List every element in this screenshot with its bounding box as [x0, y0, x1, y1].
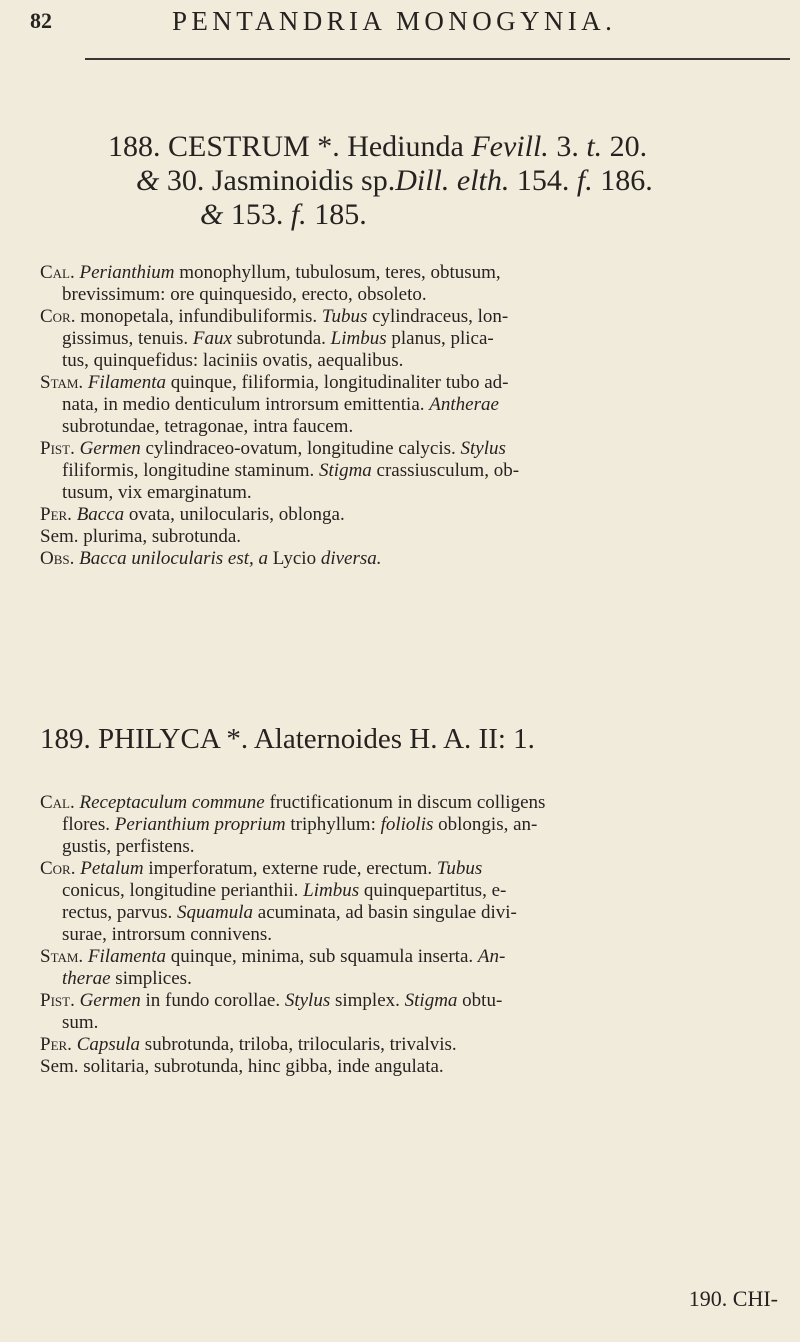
text: cylindraceus, lon-	[367, 306, 509, 327]
entry-188-ref3-fig: 185.	[314, 198, 367, 231]
term: Bacca unilocularis est, a	[79, 548, 269, 569]
e188-line-7	[40, 394, 519, 416]
e188-line-6	[40, 372, 519, 394]
term: Faux	[192, 328, 232, 349]
e188-line-8	[40, 416, 519, 438]
e188-line-2	[40, 284, 519, 306]
text: simplex.	[330, 990, 405, 1011]
term: Limbus	[330, 328, 387, 349]
label-cal: Cal.	[40, 792, 80, 813]
term: foliolis	[380, 814, 434, 835]
text: nata, in medio denticulum introrsum emittentia.	[62, 394, 430, 415]
term: Tubus	[321, 306, 368, 327]
catchword: 190. CHI-	[688, 1286, 778, 1311]
term: Filamenta	[87, 946, 167, 967]
text: surae, introrsum connivens.	[62, 924, 273, 945]
entry-188-number: 188.	[108, 130, 161, 163]
e189-line-13	[40, 1056, 545, 1078]
entry-189-heading	[40, 720, 535, 758]
text: Lycio	[268, 548, 321, 569]
header-rule	[85, 58, 790, 60]
e188-line-12	[40, 504, 519, 526]
entry-189-genus: PHILYCA	[98, 723, 220, 755]
e189-line-10	[40, 990, 545, 1012]
label-per: Per.	[40, 1034, 77, 1055]
e189-line-1	[40, 792, 545, 814]
text: flores.	[62, 814, 115, 835]
term: Tubus	[436, 858, 483, 879]
entry-188-ref3-page: 153.	[230, 198, 284, 231]
label-pist: Pist.	[40, 990, 80, 1011]
term: Bacca	[76, 504, 125, 525]
text: crassiusculum, ob-	[371, 460, 520, 481]
term: An-	[477, 946, 506, 967]
text: quinque, filiformia, longitudinaliter tubo ad-	[166, 372, 509, 393]
entry-188-ref-num: 20.	[609, 130, 648, 163]
text: obtu-	[457, 990, 503, 1011]
term: Germen	[79, 990, 141, 1011]
text: fructificationum in discum colligens	[264, 792, 546, 813]
text: subrotundae, tetragonae, intra faucem.	[62, 416, 354, 437]
entry-188-star: *.	[317, 130, 340, 163]
text: subrotunda.	[231, 328, 331, 349]
entry-188-ref-vol: 3.	[556, 130, 579, 163]
term: Perianthium	[79, 262, 175, 283]
text: simplices.	[110, 968, 192, 989]
term: Petalum	[80, 858, 144, 879]
text: triphyllum:	[285, 814, 381, 835]
e189-line-2	[40, 814, 545, 836]
term: Squamula	[177, 902, 254, 923]
entry-188-ref2-author: Dill. elth.	[395, 164, 510, 197]
term: Germen	[79, 438, 141, 459]
text: cylindraceo-ovatum, longitudine calycis.	[140, 438, 461, 459]
term: Filamenta	[87, 372, 167, 393]
term: Limbus	[303, 880, 360, 901]
label-per: Per.	[40, 504, 77, 525]
text: filiformis, longitudine staminum.	[62, 460, 320, 481]
entry-188-amp2: &	[200, 198, 224, 231]
entry-188-ref-t: t.	[586, 130, 603, 163]
term: therae	[62, 968, 111, 989]
e189-line-3	[40, 836, 545, 858]
e189-line-4	[40, 858, 545, 880]
term: Perianthium proprium	[114, 814, 286, 835]
entry-188-ref2-page: 154.	[516, 164, 570, 197]
entry-188-amp1: &	[136, 164, 160, 197]
text: imperforatum, externe rude, erectum.	[143, 858, 437, 879]
entry-188-ref2-num: 30.	[166, 164, 205, 197]
e189-line-8	[40, 946, 545, 968]
entry-188-heading	[108, 128, 647, 166]
text: sum.	[62, 1012, 99, 1033]
label-cor: Cor.	[40, 858, 81, 879]
entry-188-ref2-f: f.	[576, 164, 593, 197]
entry-188-ref2-fig: 186.	[600, 164, 653, 197]
text: quinque, minima, sub squamula inserta.	[166, 946, 478, 967]
entry-189-body	[40, 792, 545, 1078]
label-cor: Cor.	[40, 306, 81, 327]
text: ovata, unilocularis, oblonga.	[124, 504, 345, 525]
e189-line-6	[40, 902, 545, 924]
text: brevissimum: ore quinquesido, erecto, obsoleto.	[62, 284, 427, 305]
text: acuminata, ad basin singulae divi-	[253, 902, 517, 923]
entry-189-star: *.	[226, 723, 249, 755]
text: Sem. plurima, subrotunda.	[40, 526, 242, 547]
e188-line-3	[40, 306, 519, 328]
term: Stigma	[404, 990, 458, 1011]
term: Receptaculum commune	[79, 792, 265, 813]
entry-188-heading-line2	[136, 162, 653, 200]
e189-line-11	[40, 1012, 545, 1034]
entry-188-synonym: Hediunda	[347, 130, 464, 163]
text: subrotunda, triloba, trilocularis, trivalvis.	[140, 1034, 457, 1055]
text: oblongis, an-	[433, 814, 538, 835]
entry-189-number: 189.	[40, 723, 91, 755]
label-stam: Stam.	[40, 946, 88, 967]
term: Antherae	[429, 394, 499, 415]
e189-line-5	[40, 880, 545, 902]
term: Capsula	[76, 1034, 141, 1055]
e188-line-13	[40, 526, 519, 548]
entry-188-ref-author: Fevill.	[471, 130, 549, 163]
label-stam: Stam.	[40, 372, 88, 393]
page-number: 82	[30, 8, 52, 33]
text: planus, plica-	[386, 328, 494, 349]
term: diversa.	[320, 548, 382, 569]
e188-line-4	[40, 328, 519, 350]
text: tus, quinquefidus: laciniis ovatis, aequalibus.	[62, 350, 404, 371]
text: quinquepartitus, e-	[359, 880, 507, 901]
text: conicus, longitudine perianthii.	[62, 880, 304, 901]
text: tusum, vix emarginatum.	[62, 482, 252, 503]
term: Stylus	[284, 990, 331, 1011]
entry-189-synonym: Alaternoides H. A. II: 1.	[253, 723, 535, 755]
entry-188-ref2-name: Jasminoidis sp.	[211, 164, 396, 197]
e188-line-11	[40, 482, 519, 504]
text: monopetala, infundibuliformis.	[80, 306, 322, 327]
text: Sem. solitaria, subrotunda, hinc gibba, inde angulata.	[40, 1056, 444, 1077]
label-obs: Obs.	[40, 548, 80, 569]
e188-line-14	[40, 548, 519, 570]
term: Stigma	[319, 460, 372, 481]
entry-188-ref3-f: f.	[290, 198, 307, 231]
e188-line-5	[40, 350, 519, 372]
entry-188-genus: CESTRUM	[168, 130, 310, 163]
text: gissimus, tenuis.	[62, 328, 193, 349]
entry-188-body	[40, 262, 519, 570]
e189-line-12	[40, 1034, 545, 1056]
e189-line-7	[40, 924, 545, 946]
running-title: PENTANDRIA MONOGYNIA.	[172, 6, 617, 36]
text: in fundo corollae.	[140, 990, 285, 1011]
text: rectus, parvus.	[62, 902, 178, 923]
text: monophyllum, tubulosum, teres, obtusum,	[174, 262, 501, 283]
entry-188-heading-line3	[200, 196, 367, 234]
e188-line-1	[40, 262, 519, 284]
term: Stylus	[460, 438, 506, 459]
text: gustis, perfistens.	[62, 836, 195, 857]
e189-line-9	[40, 968, 545, 990]
label-pist: Pist.	[40, 438, 80, 459]
e188-line-9	[40, 438, 519, 460]
e188-line-10	[40, 460, 519, 482]
label-cal: Cal.	[40, 262, 80, 283]
